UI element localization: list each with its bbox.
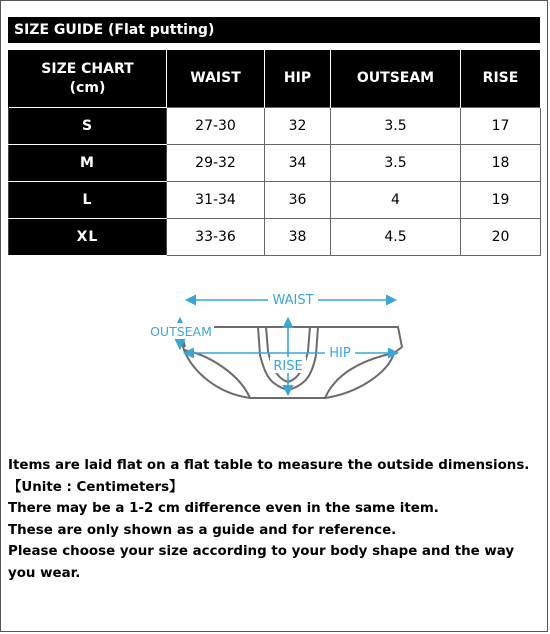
size-chart-header — [9, 50, 167, 108]
waist-cell: 29-32 — [167, 145, 265, 182]
column-header-outseam: OUTSEAM — [331, 50, 461, 108]
outseam-label: OUTSEAM — [150, 324, 212, 339]
size-label: M — [9, 145, 167, 182]
outseam-cell: 4 — [331, 182, 461, 219]
waist-cell: 31-34 — [167, 182, 265, 219]
hip-cell: 32 — [265, 108, 331, 145]
waist-label: WAIST — [272, 293, 314, 308]
rise-cell: 19 — [461, 182, 541, 219]
table-header-row — [9, 50, 541, 108]
rise-cell: 17 — [461, 108, 541, 145]
note-line: Please choose your size according to your body shape and the way you wear. — [8, 544, 515, 581]
table-row — [9, 182, 541, 219]
size-label: XL — [9, 219, 167, 256]
column-header-waist: WAIST — [167, 50, 265, 108]
rise-cell: 18 — [461, 145, 541, 182]
column-header-hip: HIP — [265, 50, 331, 108]
rise-cell: 20 — [461, 219, 541, 256]
waist-cell: 33-36 — [167, 219, 265, 256]
measurement-diagram — [140, 285, 420, 410]
size-chart-header-unit: (cm) — [69, 79, 106, 96]
column-header-rise: RISE — [461, 50, 541, 108]
size-chart-header-line1: SIZE CHART — [41, 60, 134, 77]
page-title: SIZE GUIDE (Flat putting) — [8, 17, 540, 43]
note-line: There may be a 1-2 cm difference even in the same item. — [8, 501, 439, 516]
measurement-notes — [8, 455, 543, 584]
table-row — [9, 108, 541, 145]
hip-cell: 34 — [265, 145, 331, 182]
note-line: 【Unite : Centimeters】 — [8, 479, 183, 495]
size-chart-table — [8, 50, 541, 256]
table-row — [9, 145, 541, 182]
hip-cell: 38 — [265, 219, 331, 256]
table-row — [9, 219, 541, 256]
note-line: These are only shown as a guide and for reference. — [8, 522, 397, 538]
size-label: S — [9, 108, 167, 145]
rise-label: RISE — [273, 359, 303, 374]
note-line: Items are laid flat on a flat table to measure the outside dimensions. — [8, 458, 530, 473]
size-label: L — [9, 182, 167, 219]
outseam-cell: 3.5 — [331, 108, 461, 145]
hip-label: HIP — [329, 346, 351, 361]
outseam-cell: 4.5 — [331, 219, 461, 256]
hip-cell: 36 — [265, 182, 331, 219]
waist-cell: 27-30 — [167, 108, 265, 145]
outseam-cell: 3.5 — [331, 145, 461, 182]
